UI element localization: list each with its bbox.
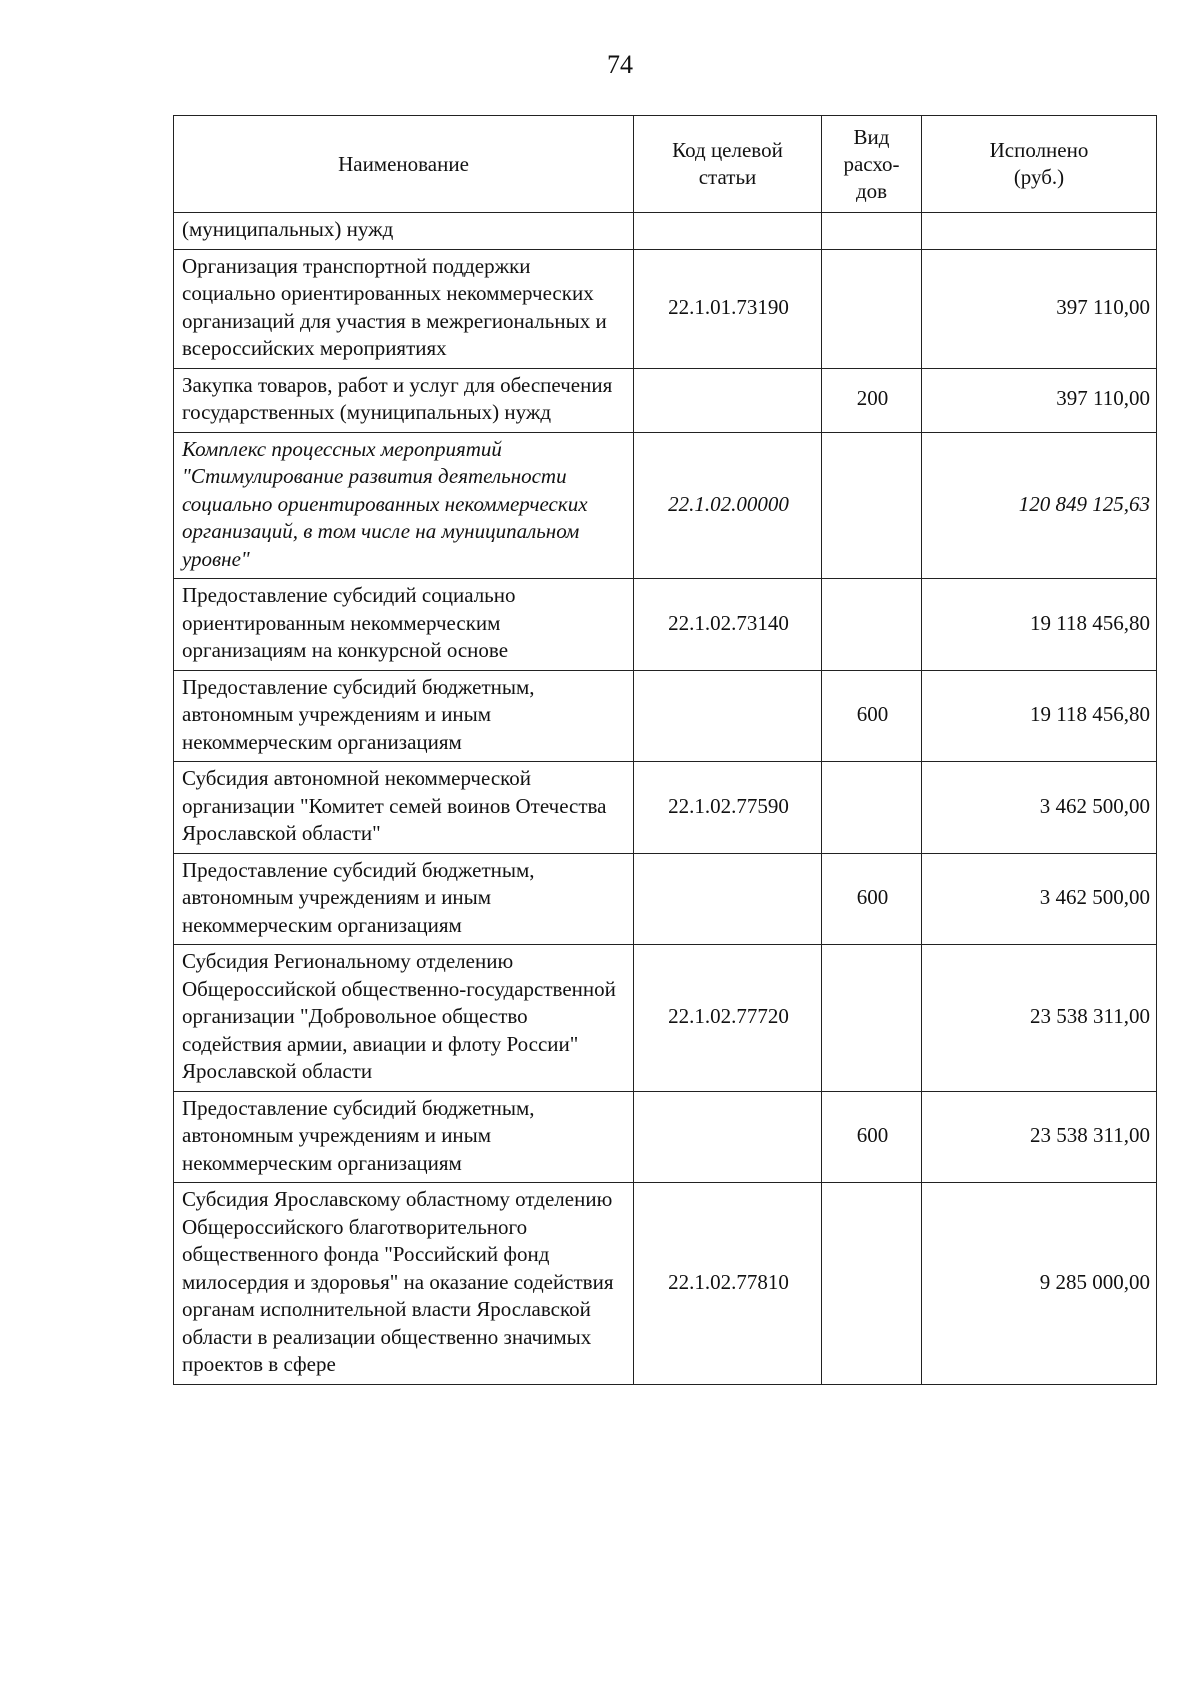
header-amount-line2: (руб.) <box>1013 165 1065 189</box>
row-amount-cell: 19 118 456,80 <box>922 670 1157 762</box>
row-amount-cell: 23 538 311,00 <box>922 945 1157 1092</box>
page-number: 74 <box>607 50 633 79</box>
row-amount-cell: 397 110,00 <box>922 368 1157 432</box>
header-code-line2: статьи <box>698 165 757 189</box>
row-code-cell: 22.1.02.77810 <box>634 1183 822 1385</box>
row-name-cell: Закупка товаров, работ и услуг для обеспечения государственных (муниципальных) нужд <box>174 368 634 432</box>
table-row <box>174 670 1157 762</box>
budget-table <box>173 115 1157 1385</box>
row-name-cell: Предоставление субсидий социально ориентированным некоммерческим организациям на конкурсной основе <box>174 579 634 671</box>
row-kind-cell: 200 <box>822 368 922 432</box>
header-kind <box>822 116 922 213</box>
row-amount-cell: 9 285 000,00 <box>922 1183 1157 1385</box>
header-amount-line1: Исполнено <box>989 138 1089 162</box>
header-code <box>634 116 822 213</box>
header-kind-line1: Вид <box>853 124 890 149</box>
row-code-cell <box>634 1091 822 1183</box>
row-amount-cell: 397 110,00 <box>922 249 1157 368</box>
table-row <box>174 579 1157 671</box>
row-amount-cell: 120 849 125,63 <box>922 432 1157 579</box>
row-kind-cell <box>822 762 922 854</box>
row-code-cell <box>634 853 822 945</box>
row-name-cell: Предоставление субсидий бюджетным, автономным учреждениям и иным некоммерческим организациям <box>174 1091 634 1183</box>
row-name-cell: Организация транспортной поддержки социально ориентированных некоммерческих организаций для участия в межрегиональных и всероссийских мероприятиях <box>174 249 634 368</box>
row-name-cell: Комплекс процессных мероприятий "Стимулирование развития деятельности социально ориентированных некоммерческих организаций, в том числе на муниципальном уровне" <box>174 432 634 579</box>
row-amount-cell: 23 538 311,00 <box>922 1091 1157 1183</box>
row-name-cell: (муниципальных) нужд <box>174 213 634 250</box>
row-code-cell: 22.1.02.77720 <box>634 945 822 1092</box>
row-kind-cell <box>822 579 922 671</box>
row-kind-cell <box>822 213 922 250</box>
row-amount-cell <box>922 213 1157 250</box>
row-name-cell: Предоставление субсидий бюджетным, автономным учреждениям и иным некоммерческим организациям <box>174 670 634 762</box>
row-name-cell: Субсидия автономной некоммерческой организации "Комитет семей воинов Отечества Ярославской области" <box>174 762 634 854</box>
table-row <box>174 762 1157 854</box>
row-code-cell: 22.1.02.73140 <box>634 579 822 671</box>
table-row <box>174 945 1157 1092</box>
row-name-cell: Субсидия Региональному отделению Общероссийской общественно-государственной организации "Добровольное общество содействия армии, авиации и флоту России" Ярославской области <box>174 945 634 1092</box>
table-row <box>174 1091 1157 1183</box>
table-header-row <box>174 116 1157 213</box>
row-code-cell <box>634 213 822 250</box>
row-kind-cell <box>822 1183 922 1385</box>
table-row <box>174 1183 1157 1385</box>
table-row <box>174 368 1157 432</box>
row-kind-cell: 600 <box>822 853 922 945</box>
row-name-cell: Предоставление субсидий бюджетным, автономным учреждениям и иным некоммерческим организациям <box>174 853 634 945</box>
row-amount-cell: 3 462 500,00 <box>922 762 1157 854</box>
row-kind-cell <box>822 249 922 368</box>
table-row <box>174 432 1157 579</box>
table-row <box>174 853 1157 945</box>
row-code-cell <box>634 670 822 762</box>
table-row <box>174 249 1157 368</box>
row-kind-cell: 600 <box>822 1091 922 1183</box>
header-name <box>174 116 634 213</box>
row-kind-cell: 600 <box>822 670 922 762</box>
row-code-cell: 22.1.01.73190 <box>634 249 822 368</box>
row-name-cell: Субсидия Ярославскому областному отделению Общероссийского благотворительного общественного фонда "Российский фонд милосердия и здоровья" на оказание содействия органам исполнительной власти Ярославской области в реализации общественно значимых проектов в сфере <box>174 1183 634 1385</box>
header-kind-line2: расхо- <box>843 151 900 176</box>
header-name-label: Наименование <box>338 151 469 176</box>
row-kind-cell <box>822 432 922 579</box>
row-amount-cell: 19 118 456,80 <box>922 579 1157 671</box>
header-code-line1: Код целевой <box>672 138 783 162</box>
row-kind-cell <box>822 945 922 1092</box>
table-body <box>174 213 1157 1385</box>
row-amount-cell: 3 462 500,00 <box>922 853 1157 945</box>
header-amount <box>922 116 1157 213</box>
row-code-cell: 22.1.02.77590 <box>634 762 822 854</box>
row-code-cell: 22.1.02.00000 <box>634 432 822 579</box>
row-code-cell <box>634 368 822 432</box>
header-kind-line3: дов <box>855 178 888 203</box>
table-row <box>174 213 1157 250</box>
